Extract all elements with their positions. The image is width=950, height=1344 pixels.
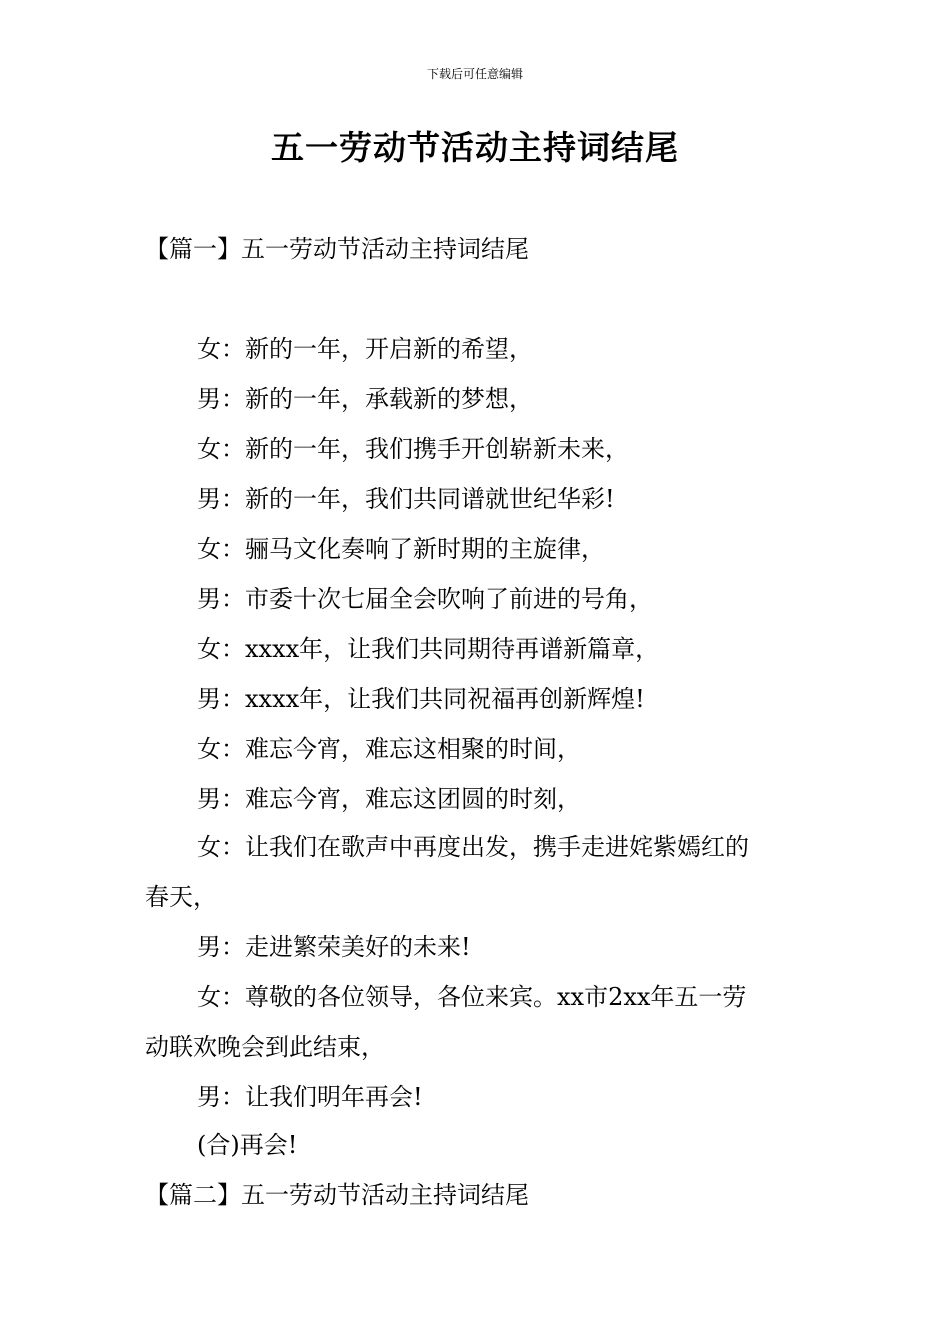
dialogue-line: 男：新的一年，承载新的梦想， [197, 385, 533, 413]
dialogue-line: 男：让我们明年再会! [197, 1083, 423, 1111]
dialogue-line: 女：新的一年，开启新的希望， [197, 335, 533, 363]
dialogue-line-continuation: 动联欢晚会到此结束， [145, 1033, 385, 1061]
document-title: 五一劳动节活动主持词结尾 [271, 128, 679, 167]
dialogue-line: 男：新的一年，我们共同谱就世纪华彩! [197, 485, 615, 513]
dialogue-line: 女：尊敬的各位领导，各位来宾。xx市2xx年五一劳 [197, 983, 747, 1011]
dialogue-line: 男：走进繁荣美好的未来! [197, 933, 471, 961]
header-note: 下载后可任意编辑 [426, 67, 523, 81]
dialogue-line: 女：难忘今宵，难忘这相聚的时间， [197, 735, 581, 763]
dialogue-line: 女：让我们在歌声中再度出发，携手走进姹紫嫣红的 [197, 833, 749, 861]
dialogue-line: 女：xxxx年，让我们共同期待再谱新篇章， [197, 635, 660, 663]
dialogue-line: 女：骊马文化奏响了新时期的主旋律， [197, 535, 605, 563]
section-heading-2: 【篇二】五一劳动节活动主持词结尾 [145, 1181, 529, 1209]
dialogue-line-continuation: 春天， [145, 883, 217, 911]
dialogue-line: (合)再会! [197, 1131, 298, 1159]
dialogue-line: 男：xxxx年，让我们共同祝福再创新辉煌! [197, 685, 645, 713]
section-heading-1: 【篇一】五一劳动节活动主持词结尾 [145, 235, 529, 263]
dialogue-line: 女：新的一年，我们携手开创崭新未来， [197, 435, 629, 463]
dialogue-line: 男：难忘今宵，难忘这团圆的时刻， [197, 785, 581, 813]
dialogue-line: 男：市委十次七届全会吹响了前进的号角， [197, 585, 653, 613]
